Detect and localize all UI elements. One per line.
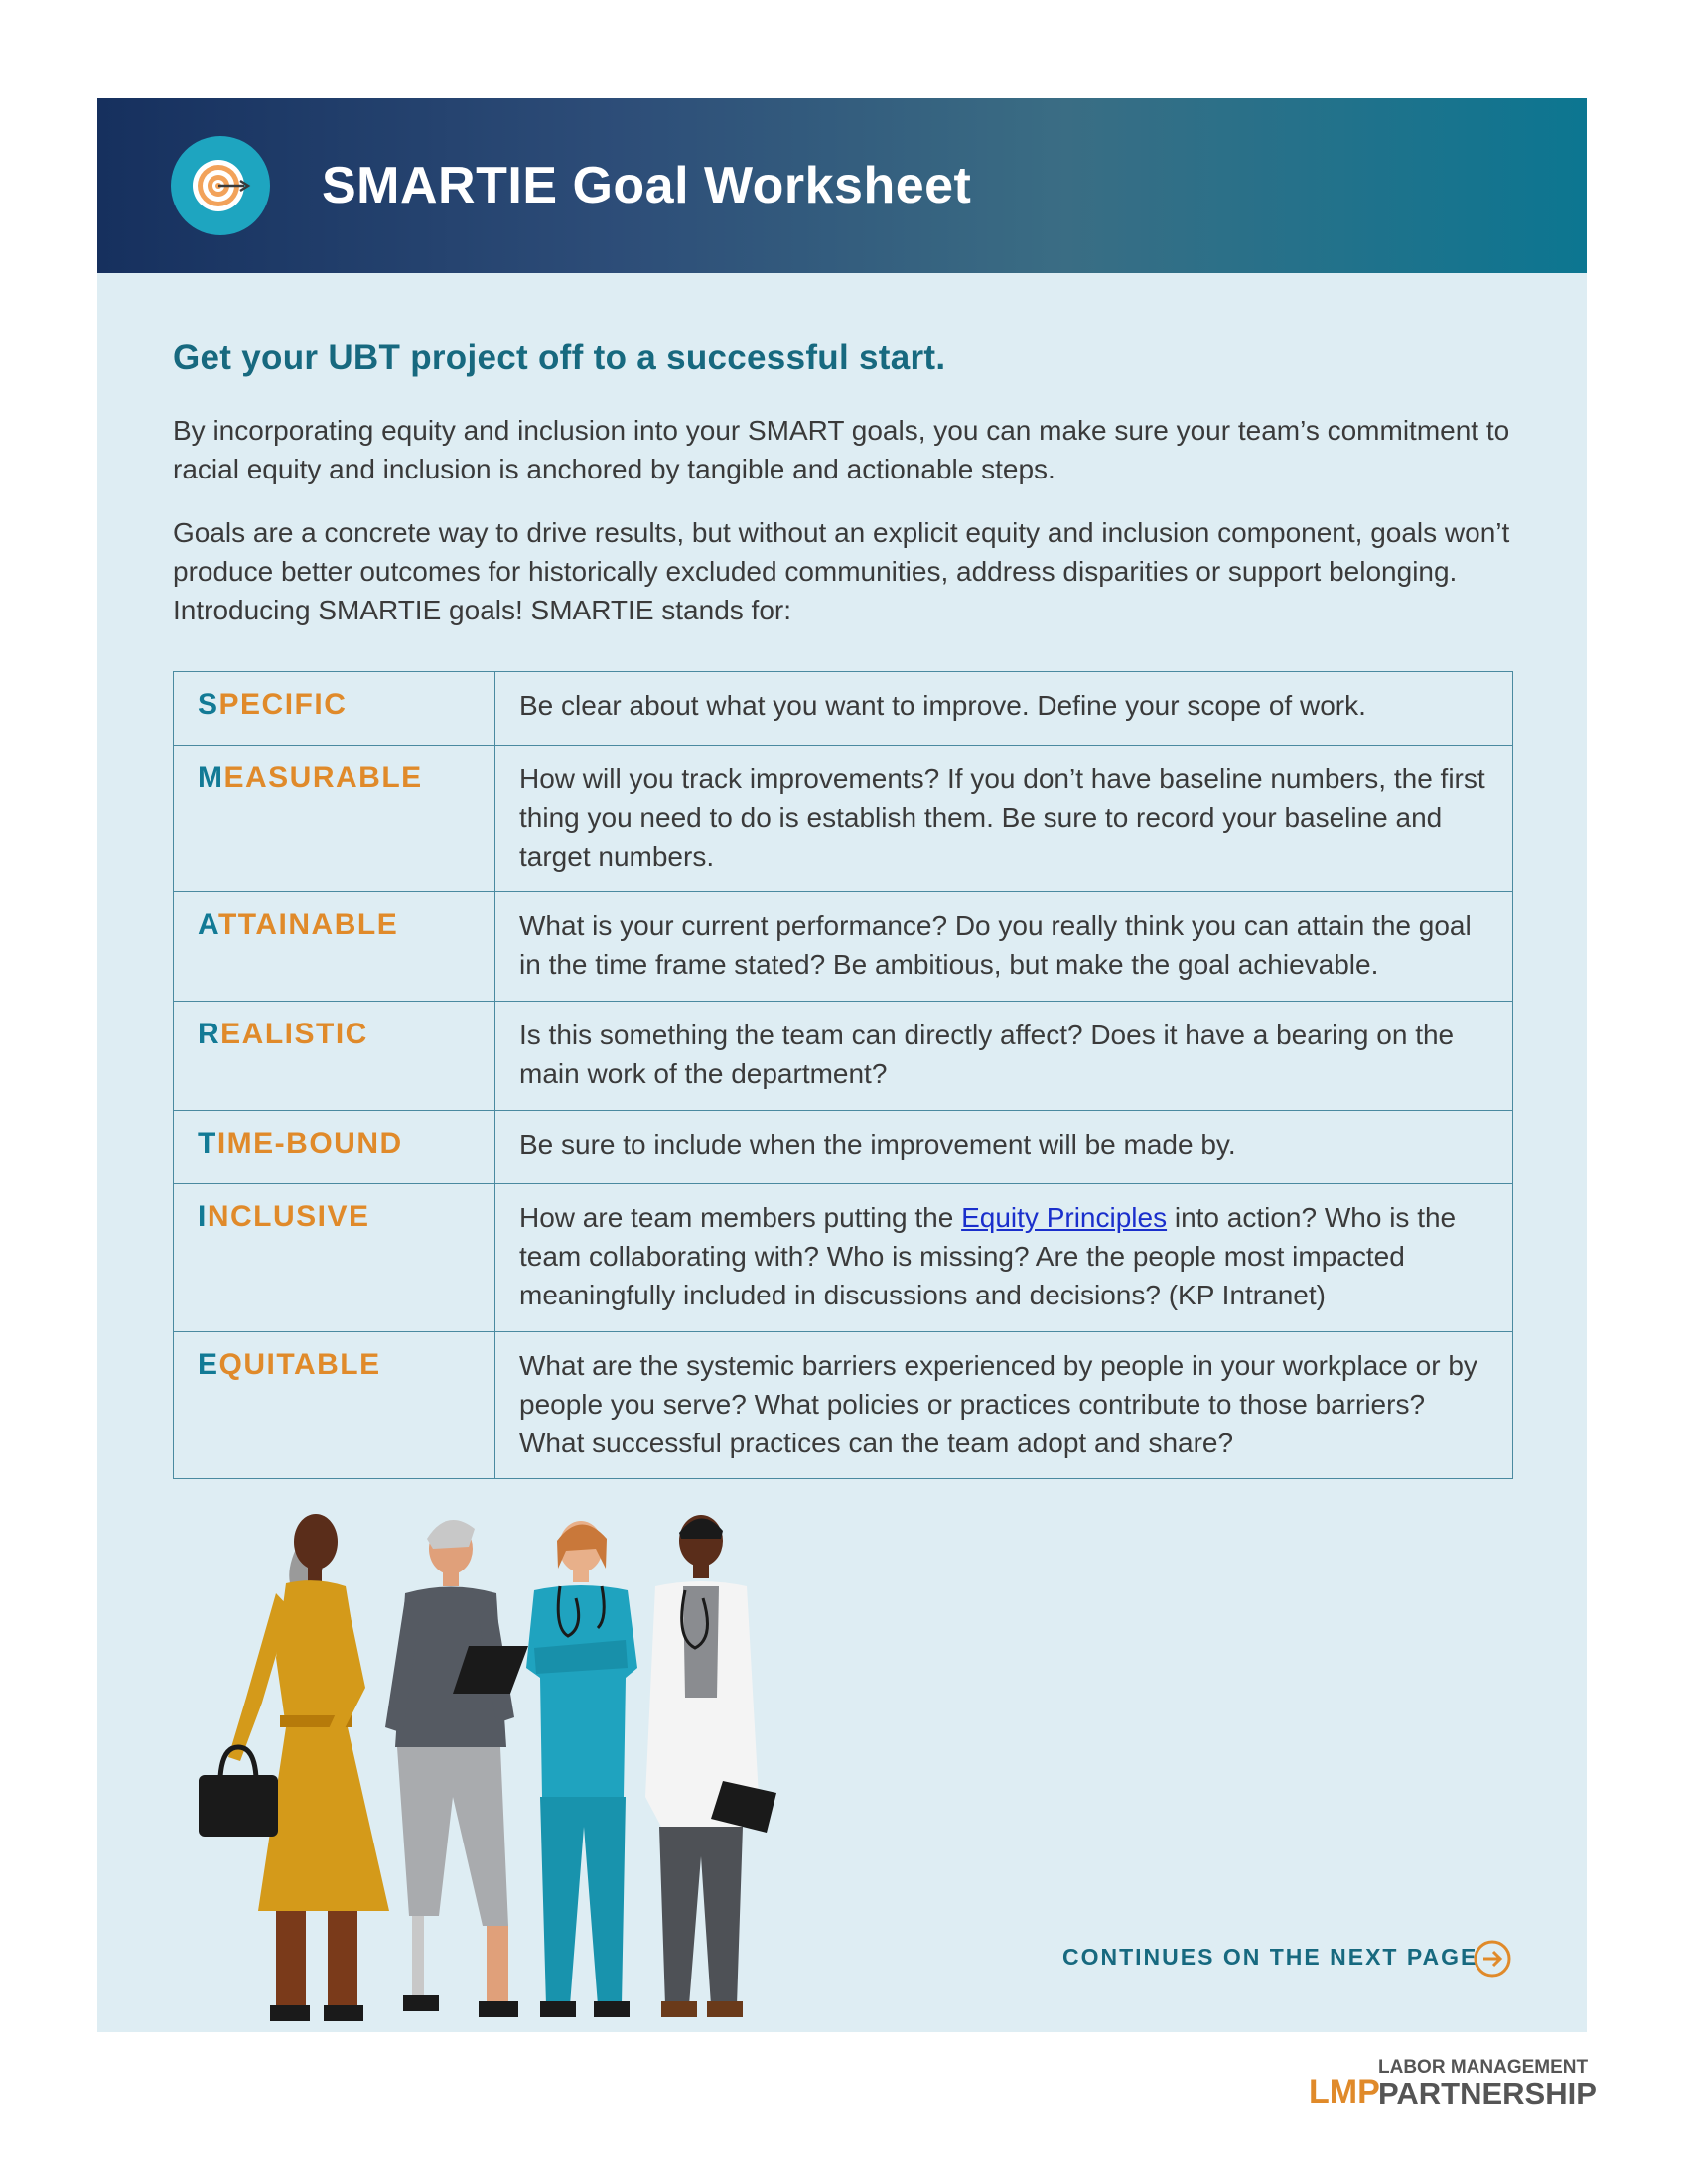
- logo-line-2: PARTNERSHIP: [1378, 2076, 1597, 2111]
- term-attainable: ATTAINABLE: [174, 892, 495, 1002]
- nurse-figure: [526, 1521, 637, 2017]
- logo-line-1: LABOR MANAGEMENT: [1378, 2057, 1589, 2078]
- definition-attainable: What is your current performance? Do you really think you can attain the goal in the time frame stated? Be ambitious, but make the goal achievable.: [495, 892, 1513, 1002]
- woman-with-bag-figure: [199, 1514, 389, 2021]
- page-header: [97, 98, 1587, 273]
- lmp-logo-mark: [1309, 2063, 1380, 2111]
- intro-paragraph-2: Goals are a concrete way to drive results, but without an explicit equity and inclusion component, goals won’t produce better outcomes for historically excluded communities, address disparities or support belonging. Introducing SMARTIE goals! SMARTIE stands for:: [173, 517, 1510, 625]
- target-icon: [171, 136, 270, 235]
- definition-inclusive: How are team members putting the Equity Principles into action? Who is the team collaborating with? Who is missing? Are the people most impacted meaningfully included in discussions and decisions? (KP Intranet): [495, 1184, 1513, 1332]
- table-row: [174, 1111, 1513, 1184]
- healthcare-workers-illustration: [159, 1499, 993, 2035]
- table-row: [174, 1184, 1513, 1332]
- table-row: [174, 1002, 1513, 1111]
- definition-specific: Be clear about what you want to improve. Define your scope of work.: [495, 672, 1513, 746]
- term-time-bound: TIME-BOUND: [174, 1111, 495, 1184]
- term-measurable: MEASURABLE: [174, 746, 495, 892]
- definition-measurable: How will you track improvements? If you don’t have baseline numbers, the first thing you need to do is establish them. Be sure to record your baseline and target numbers.: [495, 746, 1513, 892]
- term-specific: SPECIFIC: [174, 672, 495, 746]
- table-row: [174, 1332, 1513, 1479]
- definition-time-bound: Be sure to include when the improvement will be made by.: [495, 1111, 1513, 1184]
- term-equitable: EQUITABLE: [174, 1332, 495, 1479]
- man-with-tablet-figure: [385, 1520, 528, 2017]
- intro-paragraph-1: By incorporating equity and inclusion into your SMART goals, you can make sure your team’s commitment to racial equity and inclusion is anchored by tangible and actionable steps.: [173, 415, 1510, 484]
- definition-equitable: What are the systemic barriers experienced by people in your workplace or by people you serve? What policies or practices contribute to those barriers? What successful practices can the team adopt and share?: [495, 1332, 1513, 1479]
- smartie-table: [173, 671, 1513, 1479]
- svg-text:LMP: LMP: [1309, 2073, 1380, 2111]
- term-inclusive: INCLUSIVE: [174, 1184, 495, 1332]
- section-subtitle: Get your UBT project off to a successful start.: [173, 339, 946, 377]
- definition-realistic: Is this something the team can directly affect? Does it have a bearing on the main work of the department?: [495, 1002, 1513, 1111]
- table-row: [174, 892, 1513, 1002]
- continues-next-page-label[interactable]: CONTINUES ON THE NEXT PAGE: [1062, 1944, 1478, 1970]
- table-row: [174, 746, 1513, 892]
- equity-principles-link[interactable]: Equity Principles: [961, 1202, 1168, 1233]
- page-title: SMARTIE Goal Worksheet: [322, 157, 972, 214]
- doctor-figure: [645, 1515, 776, 2017]
- term-realistic: REALISTIC: [174, 1002, 495, 1111]
- arrow-right-circle-icon[interactable]: [1473, 1939, 1512, 1979]
- table-row: [174, 672, 1513, 746]
